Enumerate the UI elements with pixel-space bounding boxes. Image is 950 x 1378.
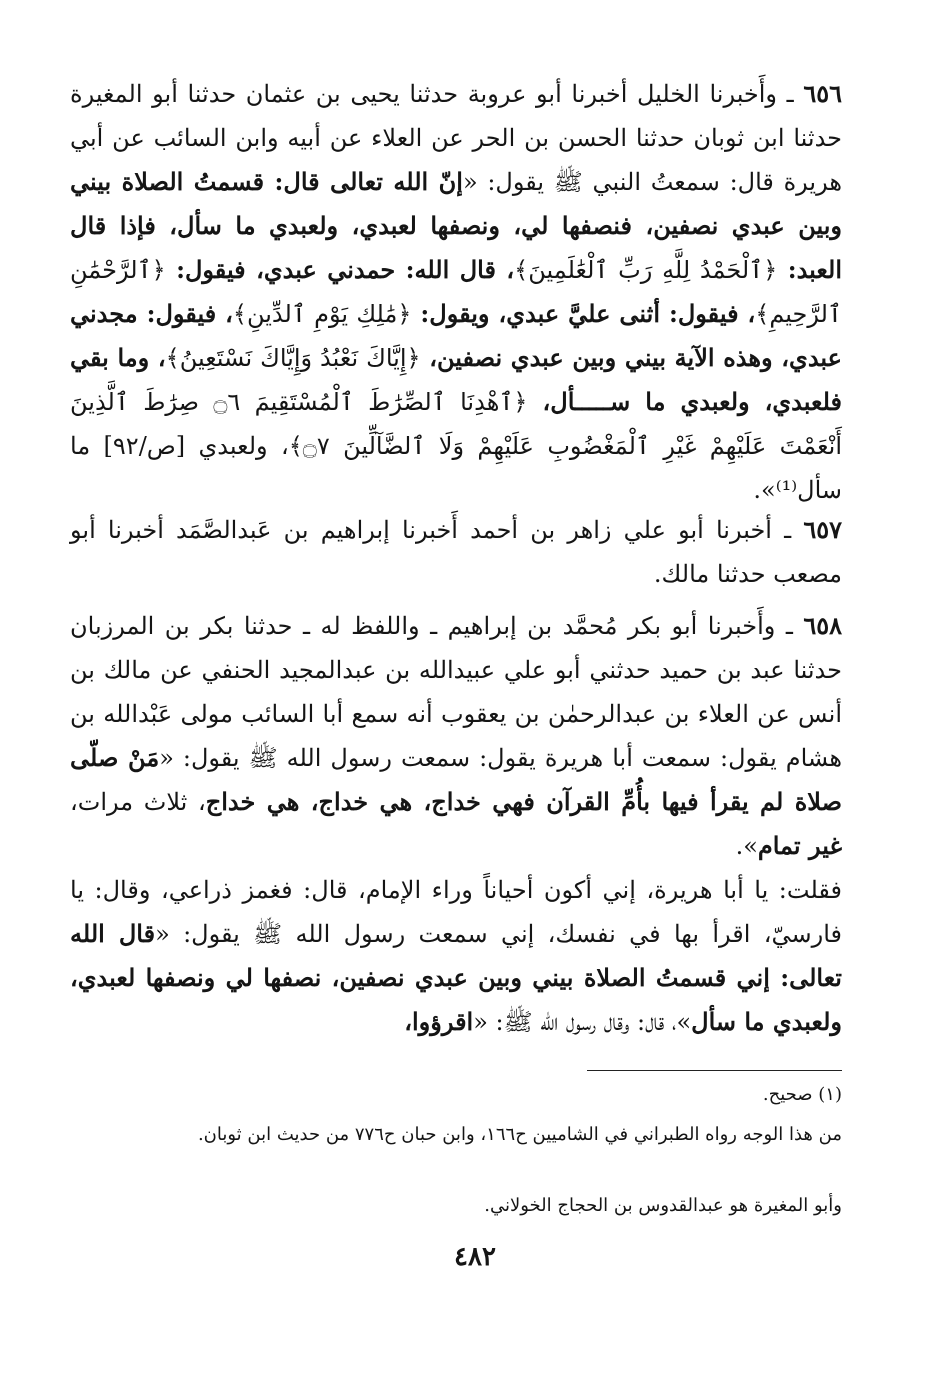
quran-verse: ﴿ٱهْدِنَا ٱلصِّرَٰطَ ٱلْمُسْتَقِيمَ ۝٦ صِرَٰطَ ٱلَّذِينَ أَنْعَمْتَ عَلَيْهِمْ غَيْرِ ٱلْمَغْضُوبِ عَلَيْهِمْ وَلَا ٱلضَّآلِّينَ ۝٧﴾ [70, 388, 843, 460]
matn-bold: ، فيقول: أثنى عليَّ عبدي، ويقول: [411, 299, 756, 328]
hadith-658-continuation [70, 868, 842, 1044]
isnad-text: وأَخبرنا أبو بكر مُحمَّد بن إبراهيم ـ واللفظ له ـ حدثنا بكر بن المرزبان حدثنا عبد بن حميد حدثني أبو علي عبيدالله بن عبدالمجيد الحنفي عن مالك بن أنس عن العلاء بن عبدالرحمٰن بن يعقوب أنه سمع أبا السائب مولى عَبْدالله بن هشام يقول: سمعت أبا هريرة يقول: سمعت رسول الله ﷺ يقول: « [70, 612, 842, 772]
narration-text: »، قال: وقال رسول الله ﷺ: « [473, 1008, 692, 1036]
quran-verse: ﴿ٱلْحَمْدُ لِلَّهِ رَبِّ ٱلْعَٰلَمِينَ﴾ [514, 256, 778, 284]
narration-text: فقلت: يا أبا هريرة، إني أكون أحياناً وراء الإمام، قال: فغمز ذراعي، وقال: يا فارسيّ، اقرأ بها في نفسك، إني سمعت رسول الله ﷺ يقول: « [70, 876, 842, 948]
matn-text: ، ثلاث مرات، [70, 788, 206, 816]
closing-text: ». [735, 832, 758, 860]
matn-bold: ، فيقول: مجدني عبدي، وهذه الآية بيني وبين عبدي نصفين، [70, 299, 842, 372]
matn-bold: مَنْ صلّى صلاة لم يقرأ فيها بأُمِّ القرآن فهي خداج، هي خداج، هي خداج [70, 743, 842, 816]
hadith-number: ٦٥٧ [803, 515, 842, 544]
footnote-1: (١) صحيح. [762, 1084, 842, 1105]
matn-bold: قال الله تعالى: إني قسمتُ الصلاة بيني وبين عبدي نصفين، نصفها لي ونصفها لعبدي، ولعبدي ما سأل [70, 919, 842, 1036]
separator: ـ [777, 80, 804, 108]
matn-bold: اقرؤوا، [404, 1007, 474, 1036]
quran-verse: ﴿مَٰلِكِ يَوْمِ ٱلدِّينِ﴾ [232, 300, 412, 328]
hadith-657 [70, 508, 842, 596]
footnote-divider [587, 1070, 842, 1071]
matn-bold: غير تمام [757, 831, 842, 860]
separator: ـ [771, 516, 804, 544]
isnad-text: أخبرنا أبو علي زاهر بن أحمد أَخبرنا إبراهيم بن عَبدالصَّمَد أخبرنا أبو مصعب حدثنا مالك. [70, 516, 842, 588]
isnad-text: وأَخبرنا الخليل أخبرنا أبو عروبة حدثنا يحيى بن عثمان حدثنا أبو المغيرة حدثنا ابن ثوبان حدثنا الحسن بن الحر عن العلاء عن أبيه وابن السائب عن أبي هريرة قال: سمعتُ النبي ﷺ يقول: « [70, 80, 842, 196]
matn-bold: ، قال الله: حمدني عبدي، فيقول: [165, 255, 515, 284]
footnote-text: من هذا الوجه رواه الطبراني في الشاميين ح١٦٦، وابن حبان ح٧٧٦ من حديث ابن ثوبان. [197, 1124, 842, 1145]
hadith-658 [70, 604, 842, 868]
quran-verse: ﴿إِيَّاكَ نَعْبُدُ وَإِيَّاكَ نَسْتَعِينُ﴾ [165, 344, 421, 372]
quran-verse: ﴿ٱلرَّحْمَٰنِ ٱلرَّحِيمِ﴾ [70, 256, 842, 328]
matn-bold: إنّ الله تعالى قال: قسمتُ الصلاة بيني وبين عبدي نصفين، فنصفها لي، ونصفها لعبدي، ولعبدي ما سأل، فإذا قال العبد: [70, 167, 842, 284]
hadith-656 [70, 72, 842, 512]
hadith-number: ٦٥٨ [803, 611, 842, 640]
matn-bold: ، وما بقي فلعبدي، ولعبدي ما ســـــأل، [70, 343, 843, 416]
footnote-text: وأبو المغيرة هو عبدالقدوس بن الحجاج الخولاني. [484, 1195, 842, 1216]
separator: ـ [775, 612, 804, 640]
page-number: ٤٨٢ [454, 1242, 496, 1272]
closing-text: ، ولعبدي [ص/٩٢] ما سأل⁽¹⁾». [70, 432, 842, 504]
hadith-number: ٦٥٦ [803, 79, 842, 108]
